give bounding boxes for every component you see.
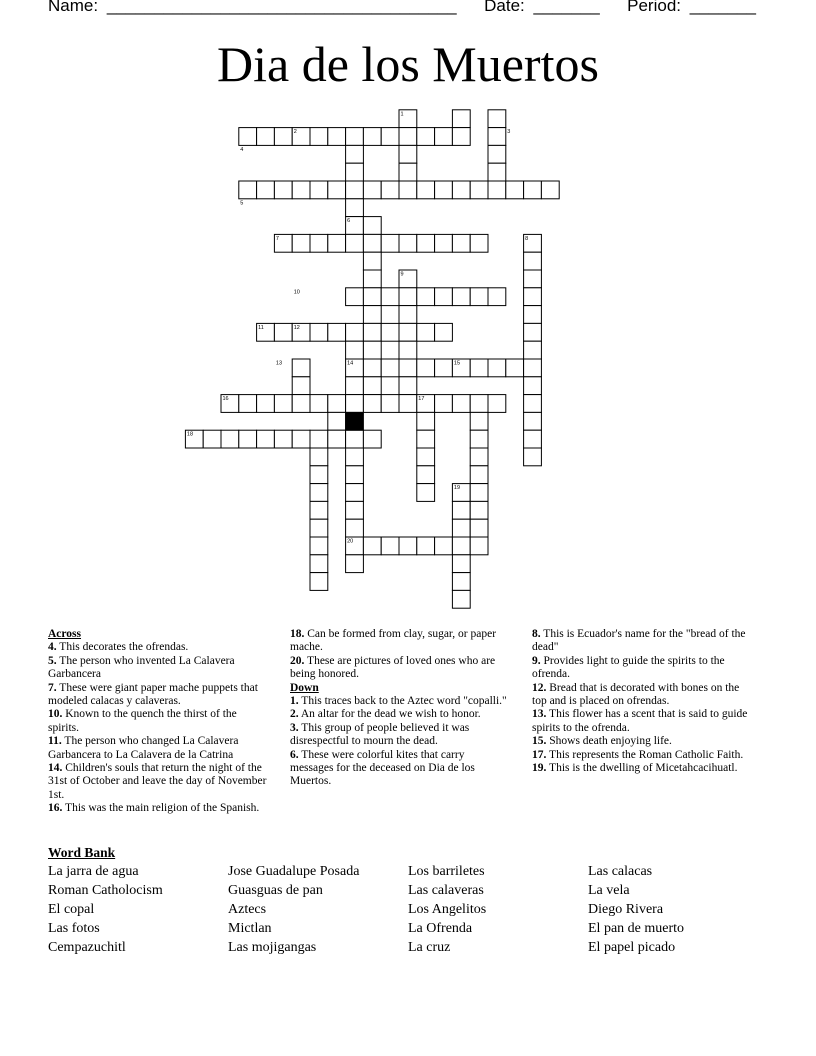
crossword-cell[interactable]: [381, 288, 399, 306]
clue-down-8: 8. This is Ecuador's name for the "bread of the dead": [532, 628, 746, 654]
crossword-cell[interactable]: [470, 501, 488, 519]
crossword-clue-number: 17: [418, 396, 425, 403]
crossword-cell[interactable]: [381, 537, 399, 555]
crossword-cell[interactable]: [470, 484, 488, 502]
clues-column-1: [48, 628, 268, 816]
crossword-cell[interactable]: [399, 163, 417, 181]
crossword-cell[interactable]: [292, 234, 310, 252]
crossword-cell[interactable]: [203, 430, 221, 448]
crossword-clue-number: 15: [453, 360, 461, 367]
crossword-cell[interactable]: [292, 181, 310, 199]
crossword-cell[interactable]: [239, 430, 257, 448]
crossword-cell[interactable]: [346, 181, 364, 199]
crossword-cell[interactable]: [399, 341, 417, 359]
crossword-cell[interactable]: [346, 145, 364, 163]
crossword-cell[interactable]: [363, 306, 381, 324]
crossword-cell[interactable]: [346, 519, 364, 537]
crossword-cell[interactable]: [399, 145, 417, 163]
crossword-cell[interactable]: [524, 270, 542, 288]
name-field[interactable]: _____________________________________: [106, 0, 457, 15]
crossword-cell[interactable]: [470, 288, 488, 306]
crossword-cell[interactable]: [328, 323, 346, 341]
crossword-clue-number: 13: [275, 360, 283, 367]
crossword-cell[interactable]: [346, 323, 364, 341]
crossword-cell[interactable]: [488, 145, 506, 163]
word-bank-item: Mictlan: [228, 921, 272, 936]
crossword-cell[interactable]: [239, 181, 257, 199]
crossword-cell[interactable]: [506, 181, 524, 199]
crossword-cell[interactable]: [452, 501, 470, 519]
crossword-cell[interactable]: [506, 359, 524, 377]
crossword-cell[interactable]: [346, 341, 364, 359]
word-bank-item: El copal: [48, 902, 95, 917]
crossword-cell[interactable]: [435, 288, 453, 306]
crossword-cell[interactable]: [524, 181, 542, 199]
crossword-cell[interactable]: [346, 484, 364, 502]
crossword-cell[interactable]: [328, 128, 346, 146]
crossword-cell[interactable]: [363, 395, 381, 413]
crossword-cell[interactable]: [310, 537, 328, 555]
word-bank-item: Los Angelitos: [408, 902, 487, 917]
crossword-cell[interactable]: [310, 519, 328, 537]
crossword-cell[interactable]: [346, 163, 364, 181]
clue-down-1: 1. This traces back to the Aztec word "copalli.": [290, 695, 507, 708]
crossword-cell[interactable]: [399, 377, 417, 395]
crossword-cell[interactable]: [363, 323, 381, 341]
crossword-cell[interactable]: [435, 537, 453, 555]
crossword-cell[interactable]: [470, 412, 488, 430]
crossword-cell[interactable]: [452, 234, 470, 252]
crossword-cell[interactable]: [274, 181, 292, 199]
clues-column-3: [532, 628, 754, 775]
crossword-cell[interactable]: [363, 341, 381, 359]
crossword-clue-number: 12: [293, 324, 300, 331]
crossword-clue-number: 4: [240, 146, 244, 153]
crossword-clue-number: 9: [400, 271, 404, 278]
crossword-cell[interactable]: [470, 448, 488, 466]
crossword-cell[interactable]: [310, 484, 328, 502]
crossword-cell[interactable]: [292, 377, 310, 395]
crossword-cell[interactable]: [310, 448, 328, 466]
word-bank-item: Las calaveras: [408, 883, 484, 898]
crossword-cell[interactable]: [346, 466, 364, 484]
crossword-cell[interactable]: [524, 359, 542, 377]
crossword-cell[interactable]: [310, 395, 328, 413]
crossword-cell[interactable]: [239, 395, 257, 413]
crossword-cell[interactable]: [274, 395, 292, 413]
crossword-cell[interactable]: [346, 501, 364, 519]
clue-down-9: 9. Provides light to guide the spirits to the ofrenda.: [532, 654, 725, 681]
clue-across-10: 10. Known to the quench the thirst of the spirits.: [48, 708, 237, 734]
crossword-cell[interactable]: [417, 430, 435, 448]
crossword-cell[interactable]: [488, 128, 506, 146]
crossword-cell[interactable]: [328, 234, 346, 252]
crossword-cell[interactable]: [452, 590, 470, 608]
crossword-cell[interactable]: [257, 181, 275, 199]
word-bank-item: Cempazuchitl: [48, 940, 126, 955]
clue-down-2: 2. An altar for the dead we wish to honor.: [290, 708, 481, 721]
crossword-cell[interactable]: [310, 234, 328, 252]
crossword-cell[interactable]: [346, 377, 364, 395]
crossword-clue-number: 7: [275, 235, 279, 242]
crossword-cell[interactable]: [274, 430, 292, 448]
crossword-cell[interactable]: [417, 484, 435, 502]
crossword-cell[interactable]: [399, 128, 417, 146]
crossword-cell[interactable]: [488, 395, 506, 413]
page-title: Dia de los Muertos: [217, 36, 599, 92]
word-bank-heading: Word Bank: [48, 845, 116, 860]
crossword-black-cell: [346, 412, 364, 430]
crossword-cell[interactable]: [452, 288, 470, 306]
crossword-cell[interactable]: [524, 288, 542, 306]
crossword-cell[interactable]: [417, 128, 435, 146]
crossword-cell[interactable]: [257, 395, 275, 413]
crossword-clue-number: 14: [347, 360, 354, 367]
crossword-clue-number: 8: [525, 235, 529, 242]
crossword-cell[interactable]: [328, 181, 346, 199]
crossword-cell[interactable]: [417, 466, 435, 484]
crossword-cell[interactable]: [435, 395, 453, 413]
crossword-cell[interactable]: [381, 234, 399, 252]
crossword-cell[interactable]: [363, 234, 381, 252]
crossword-cell[interactable]: [310, 323, 328, 341]
clue-down-17: 17. This represents the Roman Catholic Faith.: [532, 748, 744, 761]
crossword-cell[interactable]: [310, 466, 328, 484]
period-label: Period:: [627, 0, 682, 15]
crossword-cell[interactable]: [221, 430, 239, 448]
crossword-cell[interactable]: [417, 448, 435, 466]
word-bank-item: Roman Catholocism: [48, 883, 163, 898]
clue-across-7: 7. These were giant paper mache puppets that modeled calacas y calaveras.: [48, 681, 258, 708]
crossword-cell[interactable]: [488, 163, 506, 181]
crossword-cell[interactable]: [524, 395, 542, 413]
crossword-cell[interactable]: [363, 270, 381, 288]
crossword-cell[interactable]: [488, 110, 506, 128]
word-bank-item: Jose Guadalupe Posada: [228, 864, 360, 879]
crossword-cell[interactable]: [452, 573, 470, 591]
crossword-cell[interactable]: [524, 377, 542, 395]
crossword-cell[interactable]: [274, 128, 292, 146]
clue-across-4: 4. This decorates the ofrendas.: [48, 641, 189, 654]
crossword-cell[interactable]: [452, 128, 470, 146]
crossword-cell[interactable]: [381, 323, 399, 341]
crossword-clue-number: 6: [347, 218, 351, 225]
crossword-cell[interactable]: [346, 199, 364, 217]
word-bank-item: Aztecs: [228, 902, 267, 917]
clue-down-15: 15. Shows death enjoying life.: [532, 735, 672, 748]
crossword-cell[interactable]: [452, 519, 470, 537]
crossword-cell[interactable]: [363, 359, 381, 377]
across-heading: Across: [48, 628, 82, 640]
crossword-cell[interactable]: [274, 323, 292, 341]
crossword-cell[interactable]: [363, 128, 381, 146]
crossword-cell[interactable]: [452, 110, 470, 128]
crossword-cell[interactable]: [417, 234, 435, 252]
crossword-clue-number: 2: [293, 129, 297, 136]
clue-down-12: 12. Bread that is decorated with bones on the top and is placed on ofrendas.: [532, 681, 740, 708]
crossword-cell[interactable]: [524, 252, 542, 270]
word-bank-item: El papel picado: [588, 940, 676, 955]
crossword-cell[interactable]: [328, 412, 346, 430]
crossword-cell[interactable]: [435, 234, 453, 252]
crossword-cell[interactable]: [399, 537, 417, 555]
crossword-cell[interactable]: [239, 128, 257, 146]
crossword-cell[interactable]: [310, 181, 328, 199]
crossword-cell[interactable]: [363, 252, 381, 270]
crossword-cell[interactable]: [417, 412, 435, 430]
crossword-cell[interactable]: [541, 181, 559, 199]
crossword-cell[interactable]: [470, 466, 488, 484]
crossword-cell[interactable]: [310, 430, 328, 448]
crossword-cell[interactable]: [524, 448, 542, 466]
crossword-clue-number: 11: [258, 324, 264, 331]
crossword-cell[interactable]: [363, 181, 381, 199]
crossword-cell[interactable]: [524, 306, 542, 324]
crossword-cell[interactable]: [292, 430, 310, 448]
crossword-cell[interactable]: [417, 288, 435, 306]
crossword-clue-number: 5: [240, 200, 244, 207]
crossword-cell[interactable]: [435, 323, 453, 341]
crossword-cell[interactable]: [417, 181, 435, 199]
word-bank-item: La Ofrenda: [408, 921, 473, 936]
crossword-clue-number: 3: [507, 129, 511, 136]
crossword-cell[interactable]: [328, 430, 346, 448]
crossword-cell[interactable]: [524, 430, 542, 448]
clue-across-11: 11. The person who changed La Calavera Garbancera to La Calavera de la Catrina: [48, 735, 239, 761]
crossword-cell[interactable]: [310, 555, 328, 573]
crossword-cell[interactable]: [346, 128, 364, 146]
crossword-cell[interactable]: [399, 306, 417, 324]
crossword-cell[interactable]: [399, 181, 417, 199]
crossword-cell[interactable]: [452, 181, 470, 199]
crossword-cell[interactable]: [328, 395, 346, 413]
crossword-cell[interactable]: [524, 412, 542, 430]
crossword-cell[interactable]: [470, 519, 488, 537]
clue-across-18: 18. Can be formed from clay, sugar, or paper mache.: [290, 628, 497, 654]
word-bank-item: Guasguas de pan: [228, 883, 323, 898]
word-bank-item: La cruz: [408, 940, 451, 955]
clue-across-14: 14. Children's souls that return the night of the 31st of October and leave the day of November 1st.: [48, 762, 267, 801]
crossword-cell[interactable]: [310, 573, 328, 591]
crossword-cell[interactable]: [470, 395, 488, 413]
word-bank-item: Las calacas: [588, 864, 653, 879]
clue-down-3: 3. This group of people believed it was disrespectful to mourn the dead.: [290, 721, 470, 748]
clues-column-2: [290, 628, 510, 789]
date-label: Date:: [484, 0, 525, 15]
word-bank-item: La jarra de agua: [48, 864, 139, 879]
crossword-cell[interactable]: [257, 430, 275, 448]
crossword-cell[interactable]: [257, 128, 275, 146]
crossword-cell[interactable]: [399, 234, 417, 252]
crossword-cell[interactable]: [435, 181, 453, 199]
crossword-cell[interactable]: [452, 395, 470, 413]
crossword-cell[interactable]: [399, 288, 417, 306]
crossword-cell[interactable]: [417, 537, 435, 555]
crossword-clue-number: 1: [400, 111, 404, 118]
crossword-cell[interactable]: [470, 181, 488, 199]
crossword-cell[interactable]: [452, 555, 470, 573]
word-bank-item: Diego Rivera: [588, 902, 664, 917]
crossword-cell[interactable]: [452, 537, 470, 555]
crossword-cell[interactable]: [381, 181, 399, 199]
crossword-cell[interactable]: [363, 430, 381, 448]
crossword-cell[interactable]: [346, 448, 364, 466]
crossword-cell[interactable]: [470, 537, 488, 555]
crossword-cell[interactable]: [381, 128, 399, 146]
clue-across-5: 5. The person who invented La Calavera Garbancera: [48, 654, 235, 681]
crossword-cell[interactable]: [363, 217, 381, 235]
word-bank-item: Los barriletes: [408, 864, 485, 879]
down-heading: Down: [290, 681, 319, 694]
crossword-cell[interactable]: [399, 395, 417, 413]
crossword-cell[interactable]: [488, 288, 506, 306]
crossword-cell[interactable]: [346, 430, 364, 448]
crossword-cell[interactable]: [346, 288, 364, 306]
crossword-clue-number: 19: [453, 485, 461, 492]
crossword-cell[interactable]: [346, 395, 364, 413]
clue-across-20: 20. These are pictures of loved ones who are being honored.: [290, 654, 496, 681]
crossword-cell[interactable]: [435, 128, 453, 146]
crossword-cell[interactable]: [417, 323, 435, 341]
clue-down-19: 19. This is the dwelling of Micetahcacihuatl.: [532, 762, 738, 775]
word-bank-item: La vela: [588, 883, 630, 898]
crossword-cell[interactable]: [346, 555, 364, 573]
period-field[interactable]: _______: [689, 0, 756, 15]
crossword-cell[interactable]: [470, 430, 488, 448]
crossword-cell[interactable]: [488, 181, 506, 199]
crossword-cell[interactable]: [292, 395, 310, 413]
crossword-clue-number: 16: [222, 396, 229, 403]
crossword-cell[interactable]: [470, 359, 488, 377]
crossword-cell[interactable]: [435, 359, 453, 377]
word-bank-item: El pan de muerto: [588, 921, 685, 936]
crossword-cell[interactable]: [488, 359, 506, 377]
crossword-cell[interactable]: [524, 323, 542, 341]
crossword-cell[interactable]: [363, 288, 381, 306]
crossword-clue-number: 10: [293, 289, 300, 296]
crossword-clue-number: 18: [186, 431, 194, 438]
crossword-cell[interactable]: [381, 395, 399, 413]
crossword-cell[interactable]: [346, 234, 364, 252]
date-field[interactable]: _______: [533, 0, 600, 15]
crossword-cell[interactable]: [363, 377, 381, 395]
clue-across-16: 16. This was the main religion of the Spanish.: [48, 802, 260, 815]
crossword-cell[interactable]: [310, 128, 328, 146]
crossword-cell[interactable]: [292, 359, 310, 377]
crossword-cell[interactable]: [417, 359, 435, 377]
word-bank-item: Las mojigangas: [228, 940, 317, 955]
crossword-cell[interactable]: [470, 234, 488, 252]
clue-down-13: 13. This flower has a scent that is said to guide spirits to the ofrenda.: [532, 708, 748, 734]
name-label: Name:: [48, 0, 99, 15]
crossword-clue-number: 20: [347, 538, 354, 545]
crossword-cell[interactable]: [524, 341, 542, 359]
word-bank-item: Las fotos: [48, 921, 100, 936]
crossword-cell[interactable]: [399, 359, 417, 377]
crossword-cell[interactable]: [381, 359, 399, 377]
clue-down-6: 6. These were colorful kites that carry messages for the deceased on Dia de los Muertos.: [290, 748, 475, 788]
crossword-cell[interactable]: [399, 323, 417, 341]
crossword-cell[interactable]: [310, 501, 328, 519]
crossword-cell[interactable]: [363, 537, 381, 555]
